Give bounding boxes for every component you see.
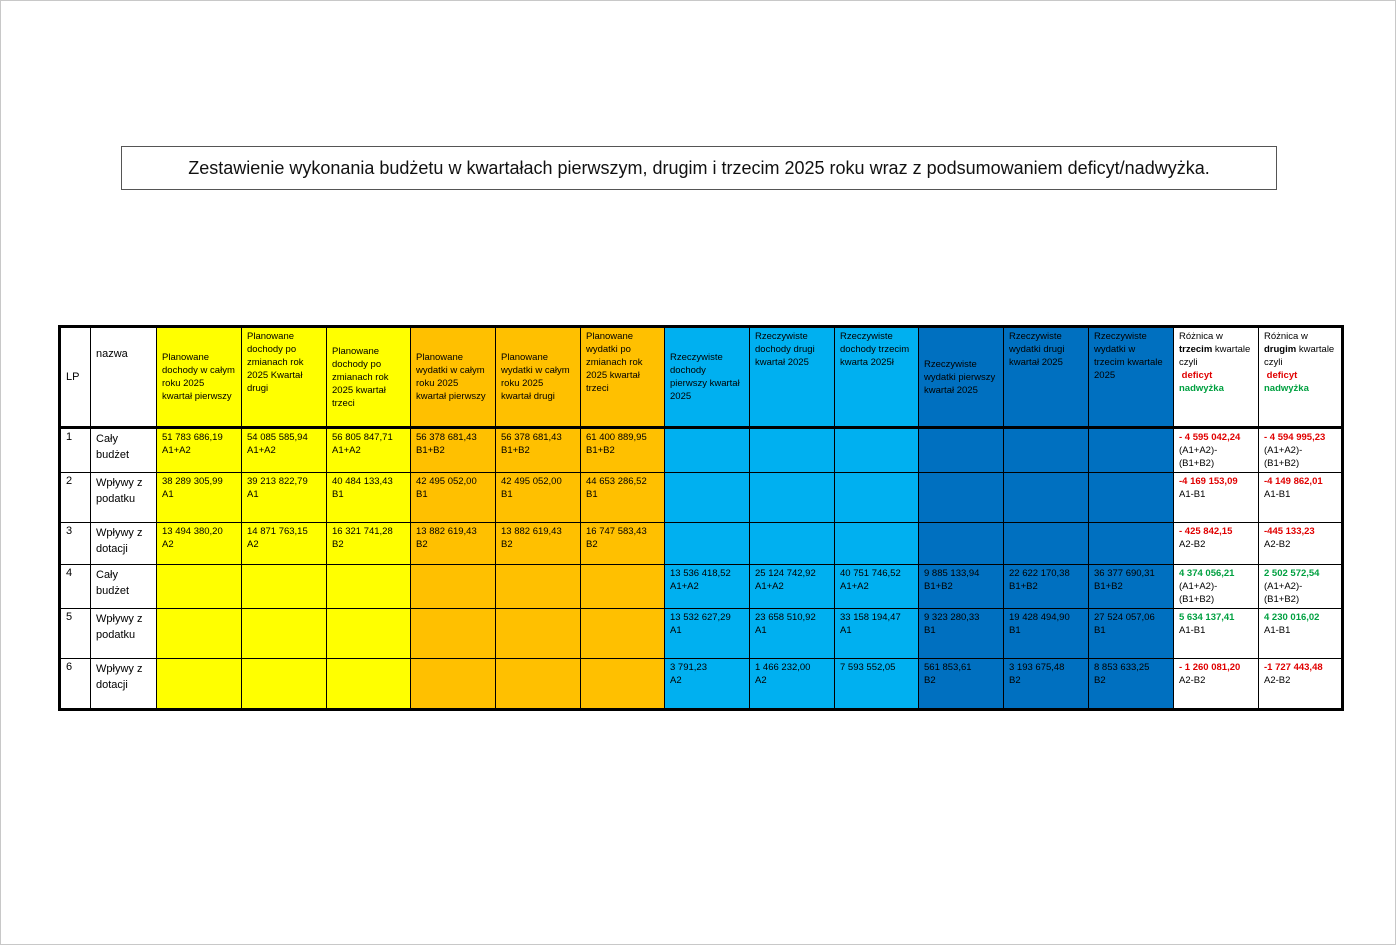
difference-q2-cell	[1259, 428, 1343, 473]
cell-value: 56 805 847,71	[332, 432, 393, 443]
cell-value: 16 747 583,43	[586, 526, 647, 537]
budget-table	[58, 325, 1344, 711]
cell-value: 4 374 056,21	[1179, 568, 1235, 579]
planned-expense-q3-cell	[581, 523, 665, 565]
table-row	[60, 428, 1343, 473]
table-row	[60, 473, 1343, 523]
cell-value: 8 853 633,25	[1094, 662, 1150, 673]
actual-expense-q3-cell	[1089, 565, 1174, 609]
cell-formula: A1+A2	[755, 581, 784, 592]
difference-q3-cell	[1174, 523, 1259, 565]
planned-income-q3-cell	[327, 473, 411, 523]
header-actual-expense-q1: Rzeczywiste wydatki pierwszy kwartał 2025	[919, 327, 1004, 428]
cell-formula: A1	[670, 625, 682, 636]
header-actual-income-q1: Rzeczywiste dochody pierwszy kwartał 2025	[665, 327, 750, 428]
row-lp: 2	[60, 473, 91, 523]
header-difference-q3-bold: trzecim	[1179, 344, 1213, 355]
cell-value: 38 289 305,99	[162, 476, 223, 487]
cell-value: 4 230 016,02	[1264, 612, 1320, 623]
cell-formula: B1	[332, 489, 344, 500]
planned-expense-q3-cell	[581, 473, 665, 523]
actual-expense-q1-cell	[919, 659, 1004, 710]
cell-value: 40 484 133,43	[332, 476, 393, 487]
actual-expense-q3-cell	[1089, 473, 1174, 523]
planned-expense-q3-cell	[581, 565, 665, 609]
cell-value: - 1 260 081,20	[1179, 662, 1241, 673]
cell-formula: B1	[924, 625, 936, 636]
header-lp: LP	[60, 327, 91, 428]
actual-expense-q1-cell	[919, 565, 1004, 609]
row-name: Cały budżet	[91, 565, 157, 609]
cell-value: 14 871 763,15	[247, 526, 308, 537]
actual-expense-q2-cell	[1004, 609, 1089, 659]
cell-value: 16 321 741,28	[332, 526, 393, 537]
actual-income-q3-cell	[835, 473, 919, 523]
cell-formula: A1	[840, 625, 852, 636]
row-name: Wpływy z podatku	[91, 473, 157, 523]
actual-expense-q1-cell	[919, 609, 1004, 659]
actual-income-q1-cell	[665, 473, 750, 523]
planned-income-q3-cell	[327, 523, 411, 565]
planned-income-q2-cell	[242, 428, 327, 473]
header-surplus-label: nadwyżka	[1264, 383, 1309, 394]
header-difference-q2-pre: Różnica w	[1264, 331, 1308, 342]
planned-income-q2-cell	[242, 565, 327, 609]
actual-expense-q1-cell	[919, 473, 1004, 523]
header-difference-q3-post: kwartale czyli	[1179, 344, 1251, 368]
cell-value: 13 532 627,29	[670, 612, 731, 623]
cell-value: 40 751 746,52	[840, 568, 901, 579]
planned-expense-q1-cell	[411, 659, 496, 710]
cell-value: -4 169 153,09	[1179, 476, 1238, 487]
cell-formula: (A1+A2)- (B1+B2)	[1264, 581, 1303, 605]
difference-q3-cell	[1174, 659, 1259, 710]
difference-q3-cell	[1174, 428, 1259, 473]
header-actual-income-q2: Rzeczywiste dochody drugi kwartał 2025	[750, 327, 835, 428]
header-difference-q2-post: kwartale czyli	[1264, 344, 1335, 368]
cell-formula: A2-B2	[1179, 675, 1206, 686]
cell-formula: B1+B2	[586, 445, 615, 456]
actual-income-q1-cell	[665, 428, 750, 473]
cell-formula: B2	[1094, 675, 1106, 686]
actual-income-q3-cell	[835, 523, 919, 565]
header-planned-income-q2: Planowane dochody po zmianach rok 2025 Kwartał drugi	[242, 327, 327, 428]
actual-income-q2-cell	[750, 565, 835, 609]
actual-income-q3-cell	[835, 609, 919, 659]
difference-q3-cell	[1174, 473, 1259, 523]
cell-formula: A1+A2	[162, 445, 191, 456]
actual-income-q2-cell	[750, 609, 835, 659]
actual-income-q2-cell	[750, 659, 835, 710]
cell-value: 7 593 552,05	[840, 662, 896, 673]
cell-value: 44 653 286,52	[586, 476, 647, 487]
cell-value: 13 882 619,43	[416, 526, 477, 537]
cell-value: 27 524 057,06	[1094, 612, 1155, 623]
planned-income-q2-cell	[242, 473, 327, 523]
actual-expense-q2-cell	[1004, 428, 1089, 473]
cell-formula: A1+A2	[670, 581, 699, 592]
planned-income-q3-cell	[327, 428, 411, 473]
cell-formula: A2-B2	[1179, 539, 1206, 550]
cell-formula: A1-B1	[1264, 625, 1291, 636]
cell-value: -4 149 862,01	[1264, 476, 1323, 487]
table-row	[60, 523, 1343, 565]
cell-value: -445 133,23	[1264, 526, 1315, 537]
cell-value: - 425 842,15	[1179, 526, 1233, 537]
row-name: Cały budżet	[91, 428, 157, 473]
cell-formula: A1+A2	[332, 445, 361, 456]
cell-value: 39 213 822,79	[247, 476, 308, 487]
table-row	[60, 565, 1343, 609]
planned-expense-q2-cell	[496, 428, 581, 473]
header-planned-income-q1: Planowane dochody w całym roku 2025 kwartał pierwszy	[157, 327, 242, 428]
difference-q3-cell	[1174, 609, 1259, 659]
planned-expense-q1-cell	[411, 473, 496, 523]
cell-formula: A2	[755, 675, 767, 686]
header-deficit-label: deficyt	[1181, 370, 1213, 381]
planned-income-q1-cell	[157, 659, 242, 710]
header-actual-income-q3: Rzeczywiste dochody trzecim kwarta 2025ł	[835, 327, 919, 428]
row-lp: 6	[60, 659, 91, 710]
cell-formula: B2	[416, 539, 428, 550]
actual-income-q2-cell	[750, 473, 835, 523]
header-planned-expense-q1: Planowane wydatki w całym roku 2025 kwartał pierwszy	[411, 327, 496, 428]
actual-expense-q1-cell	[919, 523, 1004, 565]
cell-value: 51 783 686,19	[162, 432, 223, 443]
header-planned-income-q3: Planowane dochody po zmianach rok 2025 kwartał trzeci	[327, 327, 411, 428]
actual-income-q3-cell	[835, 659, 919, 710]
actual-expense-q2-cell	[1004, 523, 1089, 565]
actual-expense-q2-cell	[1004, 473, 1089, 523]
cell-formula: A1+A2	[247, 445, 276, 456]
cell-formula: B1	[501, 489, 513, 500]
cell-formula: B2	[501, 539, 513, 550]
cell-formula: B1+B2	[924, 581, 953, 592]
planned-expense-q3-cell	[581, 609, 665, 659]
cell-value: 9 323 280,33	[924, 612, 980, 623]
planned-expense-q2-cell	[496, 473, 581, 523]
planned-income-q3-cell	[327, 659, 411, 710]
cell-formula: B1	[586, 489, 598, 500]
actual-income-q1-cell	[665, 609, 750, 659]
cell-formula: A2	[247, 539, 259, 550]
cell-formula: (A1+A2)- (B1+B2)	[1179, 581, 1218, 605]
difference-q2-cell	[1259, 473, 1343, 523]
planned-expense-q1-cell	[411, 428, 496, 473]
cell-value: 36 377 690,31	[1094, 568, 1155, 579]
cell-value: 56 378 681,43	[416, 432, 477, 443]
planned-expense-q3-cell	[581, 659, 665, 710]
cell-value: 56 378 681,43	[501, 432, 562, 443]
cell-formula: A1-B1	[1179, 489, 1206, 500]
cell-formula: A1	[247, 489, 259, 500]
planned-expense-q2-cell	[496, 659, 581, 710]
cell-formula: A2-B2	[1264, 539, 1291, 550]
actual-expense-q2-cell	[1004, 659, 1089, 710]
actual-income-q2-cell	[750, 523, 835, 565]
actual-expense-q2-cell	[1004, 565, 1089, 609]
table-row	[60, 659, 1343, 710]
planned-expense-q2-cell	[496, 523, 581, 565]
planned-expense-q2-cell	[496, 565, 581, 609]
header-actual-expense-q3: Rzeczywiste wydatki w trzecim kwartale 2025	[1089, 327, 1174, 428]
cell-value: 42 495 052,00	[416, 476, 477, 487]
actual-income-q2-cell	[750, 428, 835, 473]
cell-formula: A2	[670, 675, 682, 686]
row-lp: 1	[60, 428, 91, 473]
cell-value: 5 634 137,41	[1179, 612, 1235, 623]
table-row	[60, 609, 1343, 659]
cell-value: 1 466 232,00	[755, 662, 811, 673]
cell-value: -1 727 443,48	[1264, 662, 1323, 673]
cell-formula: B1+B2	[416, 445, 445, 456]
cell-value: 9 885 133,94	[924, 568, 980, 579]
cell-formula: (A1+A2)- (B1+B2)	[1179, 445, 1218, 469]
cell-value: 61 400 889,95	[586, 432, 647, 443]
cell-formula: B1	[416, 489, 428, 500]
actual-expense-q3-cell	[1089, 428, 1174, 473]
planned-income-q1-cell	[157, 565, 242, 609]
header-deficit-label: deficyt	[1266, 370, 1298, 381]
planned-income-q1-cell	[157, 473, 242, 523]
planned-income-q1-cell	[157, 523, 242, 565]
planned-income-q2-cell	[242, 523, 327, 565]
cell-formula: A2	[162, 539, 174, 550]
planned-income-q1-cell	[157, 428, 242, 473]
row-lp: 4	[60, 565, 91, 609]
actual-income-q1-cell	[665, 659, 750, 710]
header-surplus-label: nadwyżka	[1179, 383, 1224, 394]
difference-q2-cell	[1259, 523, 1343, 565]
cell-value: 25 124 742,92	[755, 568, 816, 579]
header-actual-expense-q2: Rzeczywiste wydatki drugi kwartał 2025	[1004, 327, 1089, 428]
actual-income-q3-cell	[835, 565, 919, 609]
cell-formula: B1+B2	[501, 445, 530, 456]
cell-formula: A1-B1	[1179, 625, 1206, 636]
cell-value: 23 658 510,92	[755, 612, 816, 623]
cell-formula: A1	[162, 489, 174, 500]
cell-value: 42 495 052,00	[501, 476, 562, 487]
cell-value: 561 853,61	[924, 662, 972, 673]
page-title: Zestawienie wykonania budżetu w kwartałach pierwszym, drugim i trzecim 2025 roku wraz z podsumowaniem deficyt/nadwyżka.	[121, 146, 1277, 190]
cell-formula: B2	[924, 675, 936, 686]
table-header-row	[60, 327, 1343, 428]
cell-formula: B1	[1009, 625, 1021, 636]
difference-q2-cell	[1259, 659, 1343, 710]
row-name: Wpływy z dotacji	[91, 659, 157, 710]
actual-expense-q3-cell	[1089, 659, 1174, 710]
cell-value: 19 428 494,90	[1009, 612, 1070, 623]
cell-formula: A1+A2	[840, 581, 869, 592]
actual-expense-q3-cell	[1089, 523, 1174, 565]
header-name: nazwa	[91, 327, 157, 428]
cell-formula: B2	[1009, 675, 1021, 686]
cell-value: - 4 595 042,24	[1179, 432, 1241, 443]
cell-formula: A1-B1	[1264, 489, 1291, 500]
row-name: Wpływy z podatku	[91, 609, 157, 659]
header-difference-q3	[1174, 327, 1259, 428]
cell-value: 54 085 585,94	[247, 432, 308, 443]
cell-formula: B1+B2	[1009, 581, 1038, 592]
planned-income-q3-cell	[327, 609, 411, 659]
cell-value: 13 882 619,43	[501, 526, 562, 537]
planned-expense-q1-cell	[411, 565, 496, 609]
cell-value: 13 536 418,52	[670, 568, 731, 579]
planned-expense-q2-cell	[496, 609, 581, 659]
row-lp: 3	[60, 523, 91, 565]
cell-value: 13 494 380,20	[162, 526, 223, 537]
row-name: Wpływy z dotacji	[91, 523, 157, 565]
cell-value: - 4 594 995,23	[1264, 432, 1326, 443]
cell-formula: B2	[586, 539, 598, 550]
cell-value: 3 791,23	[670, 662, 707, 673]
difference-q2-cell	[1259, 565, 1343, 609]
cell-formula: B1+B2	[1094, 581, 1123, 592]
cell-formula: (A1+A2)- (B1+B2)	[1264, 445, 1303, 469]
header-difference-q3-pre: Różnica w	[1179, 331, 1223, 342]
planned-expense-q3-cell	[581, 428, 665, 473]
planned-income-q3-cell	[327, 565, 411, 609]
row-lp: 5	[60, 609, 91, 659]
planned-expense-q1-cell	[411, 523, 496, 565]
actual-income-q3-cell	[835, 428, 919, 473]
header-difference-q2-bold: drugim	[1264, 344, 1297, 355]
actual-expense-q1-cell	[919, 428, 1004, 473]
header-planned-expense-q2: Planowane wydatki w całym roku 2025 kwartał drugi	[496, 327, 581, 428]
cell-value: 3 193 675,48	[1009, 662, 1065, 673]
planned-expense-q1-cell	[411, 609, 496, 659]
cell-formula: B1	[1094, 625, 1106, 636]
difference-q2-cell	[1259, 609, 1343, 659]
actual-expense-q3-cell	[1089, 609, 1174, 659]
cell-value: 33 158 194,47	[840, 612, 901, 623]
planned-income-q2-cell	[242, 659, 327, 710]
actual-income-q1-cell	[665, 565, 750, 609]
cell-value: 22 622 170,38	[1009, 568, 1070, 579]
difference-q3-cell	[1174, 565, 1259, 609]
header-difference-q2	[1259, 327, 1343, 428]
actual-income-q1-cell	[665, 523, 750, 565]
cell-formula: A2-B2	[1264, 675, 1291, 686]
cell-value: 2 502 572,54	[1264, 568, 1320, 579]
planned-income-q1-cell	[157, 609, 242, 659]
planned-income-q2-cell	[242, 609, 327, 659]
cell-formula: B2	[332, 539, 344, 550]
header-planned-expense-q3: Planowane wydatki po zmianach rok 2025 kwartał trzeci	[581, 327, 665, 428]
cell-formula: A1	[755, 625, 767, 636]
